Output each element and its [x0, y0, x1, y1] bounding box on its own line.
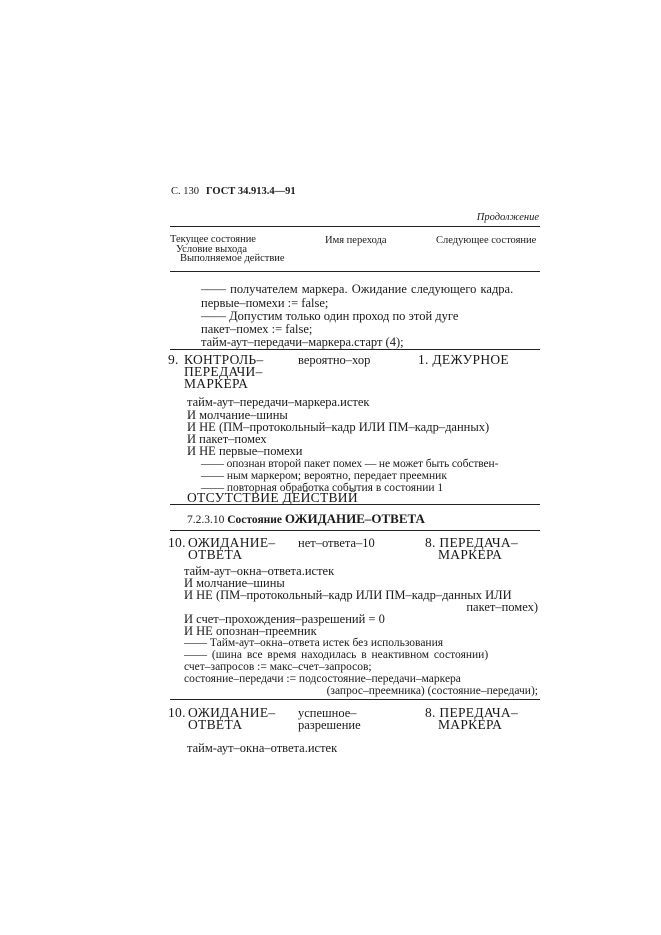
block0-line-4: пакет–помех := false; [201, 322, 313, 336]
row9-line-3: И НЕ (ПМ–протокольный–кадр ИЛИ ПМ–кадр–данных) [187, 420, 490, 434]
block0-line-3: —— Допустим только один проход по этой дуге [201, 309, 459, 323]
col-next-state: Следующее состояние [436, 235, 537, 246]
row10a-line-5: И счет–прохождения–разрешений = 0 [184, 612, 385, 626]
table-header-rule [170, 271, 540, 272]
section-title: ОЖИДАНИЕ–ОТВЕТА [284, 511, 425, 526]
row10b-state-line-2: ОТВЕТА [188, 717, 243, 732]
page-number: С. 130 [171, 186, 200, 197]
col-transition-name: Имя перехода [325, 235, 387, 246]
row10a-line-3: И НЕ (ПМ–протокольный–кадр ИЛИ ПМ–кадр–данных ИЛИ [184, 588, 512, 602]
row10a-line-1: тайм-аут–окна–ответа.истек [184, 564, 335, 578]
row9-line-9: ОТСУТСТВИЕ ДЕЙСТВИЙ [187, 490, 358, 505]
row10a-state-line-2: ОТВЕТА [188, 547, 243, 562]
row10b-number: 10. [168, 705, 186, 720]
row10a-line-2: И молчание–шины [184, 576, 285, 590]
row9-line-1: тайм-аут–передачи–маркера.истек [187, 395, 370, 409]
row10a-transition: нет–ответа–10 [298, 536, 375, 550]
row9-line-8: —— повторная обработка события в состоянии 1 [201, 482, 444, 494]
row10b-next-line-2: МАРКЕРА [438, 717, 503, 732]
row9-line-4: И пакет–помех [187, 432, 267, 446]
row10a-next-line-2: МАРКЕРА [438, 547, 503, 562]
row10a-line-9: счет–запросов := макс–счет–запросов; [184, 661, 372, 673]
row10a-line-11: (запрос–преемника) (состояние–передачи); [326, 685, 538, 697]
row-rule-10b [170, 699, 540, 700]
row10b-transition-line-2: разрешение [298, 718, 361, 732]
row10a-next-line-1: 8. ПЕРЕДАЧА– [425, 535, 519, 550]
row10a-line-7: —— Тайм-аут–окна–ответа истек без использования [184, 637, 444, 649]
block0-line-5: тайм-аут–передачи–маркера.старт (4); [201, 335, 404, 349]
row10a-number: 10. [168, 535, 186, 550]
block0-line-1: —— получателем маркера. Ожидание следующего кадра. [201, 282, 514, 296]
row9-line-5: И НЕ первые–помехи [187, 444, 303, 458]
table-top-rule [170, 226, 540, 227]
row9-state-line-2: ПЕРЕДАЧИ– [184, 364, 263, 379]
block0-line-2: первые–помехи := false; [201, 296, 329, 310]
row-rule-section [170, 504, 540, 505]
section-number: 7.2.3.10 [187, 514, 225, 526]
row10b-next-line-1: 8. ПЕРЕДАЧА– [425, 705, 519, 720]
row9-line-2: И молчание–шины [187, 408, 288, 422]
section-heading [187, 511, 425, 527]
col-exit-condition: Условие выхода [176, 244, 247, 255]
col-action: Выполняемое действие [180, 253, 285, 264]
row-rule-10a [170, 530, 540, 531]
row10b-state-line-1: ОЖИДАНИЕ– [188, 705, 276, 720]
row-rule-9 [170, 349, 540, 350]
row10a-line-8: —— (шина все время находилась в неактивном состоянии) [184, 649, 489, 661]
row10b-transition-line-1: успешное– [298, 706, 357, 720]
row9-transition: вероятно–хор [298, 353, 371, 367]
row10a-line-10: состояние–передачи := подсостояние–передачи–маркера [184, 673, 461, 685]
row9-next-state: 1. ДЕЖУРНОЕ [418, 352, 509, 367]
row9-line-7: —— ным маркером; вероятно, передает преемник [201, 470, 447, 482]
row9-number: 9. [168, 352, 179, 367]
row9-state-line-1: КОНТРОЛЬ– [184, 352, 264, 367]
continuation-label: Продолжение [476, 212, 539, 223]
row9-line-6: —— опознан второй пакет помех — не может быть собствен- [201, 458, 499, 470]
row10a-line-6: И НЕ опознан–преемник [184, 624, 317, 638]
section-label: Состояние [227, 514, 283, 526]
row10b-line-1: тайм-аут–окна–ответа.истек [187, 741, 338, 755]
row10a-state-line-1: ОЖИДАНИЕ– [188, 535, 276, 550]
row9-state-line-3: МАРКЕРА [184, 376, 249, 391]
standard-code: ГОСТ 34.913.4—91 [206, 186, 296, 197]
row10a-line-4: пакет–помех) [466, 600, 538, 614]
col-current-state: Текущее состояние [170, 234, 256, 245]
